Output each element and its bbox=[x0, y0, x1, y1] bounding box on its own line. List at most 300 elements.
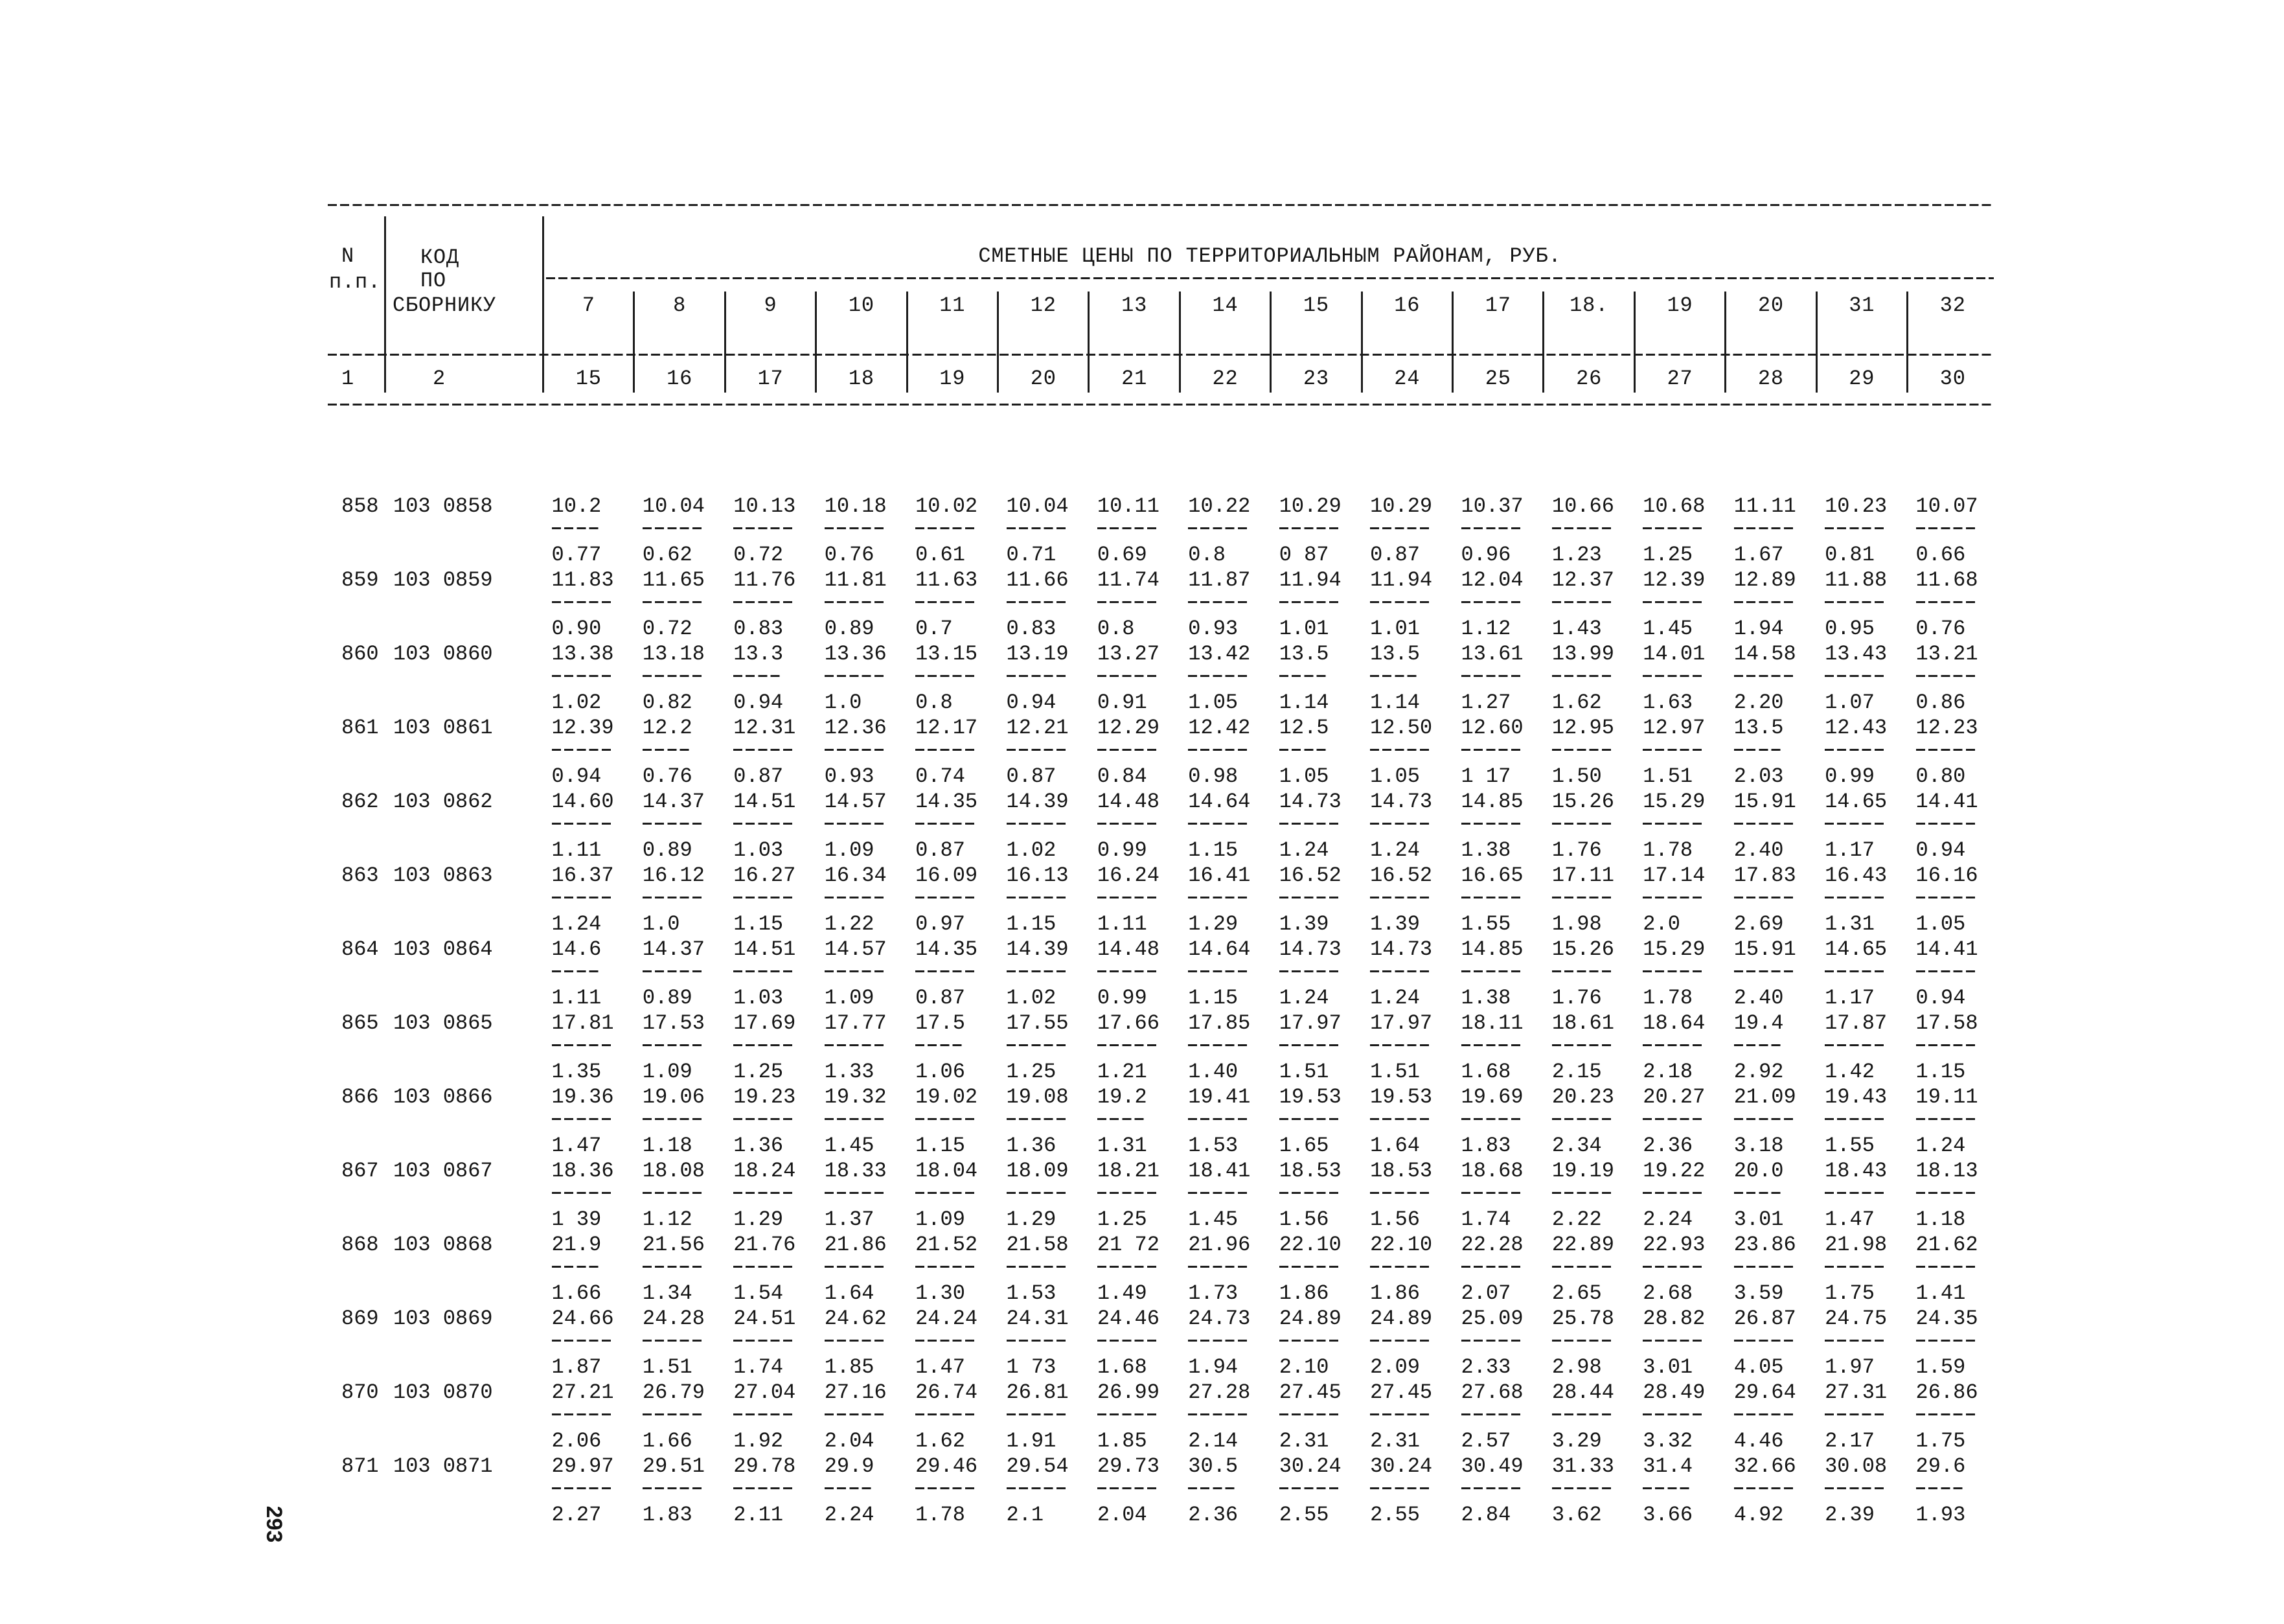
price-subvalue: 1.85 bbox=[824, 1355, 874, 1379]
price-cell bbox=[1007, 939, 1091, 1011]
price-value: 13.15 bbox=[915, 642, 978, 666]
price-cell bbox=[1643, 644, 1727, 715]
price-subvalue: 2.04 bbox=[824, 1429, 874, 1453]
price-value: 14.48 bbox=[1097, 790, 1159, 814]
price-value: 14.73 bbox=[1370, 937, 1433, 961]
price-value: 14.60 bbox=[551, 790, 614, 814]
price-cell bbox=[1007, 1013, 1091, 1084]
price-cell bbox=[733, 1309, 817, 1380]
price-cell bbox=[1188, 644, 1272, 715]
price-value: 13.21 bbox=[1915, 642, 1978, 666]
price-subvalue: 1.17 bbox=[1825, 986, 1875, 1010]
table-row bbox=[324, 1013, 2008, 1084]
price-cell bbox=[1279, 1161, 1364, 1232]
price-subvalue: 2.98 bbox=[1551, 1355, 1602, 1379]
price-value: 18.04 bbox=[915, 1159, 978, 1183]
price-subvalue: 1.54 bbox=[733, 1281, 784, 1305]
price-value: 19.23 bbox=[733, 1085, 796, 1109]
price-subvalue: 2.40 bbox=[1733, 838, 1784, 862]
price-cell bbox=[1552, 718, 1636, 789]
price-subvalue: 1.38 bbox=[1461, 838, 1511, 862]
price-cell bbox=[733, 792, 817, 863]
column-number: 16 bbox=[667, 367, 693, 391]
price-subvalue: 1.0 bbox=[642, 912, 680, 936]
np-column-number: 1 bbox=[341, 367, 355, 391]
price-value: 10.22 bbox=[1188, 494, 1251, 518]
price-subvalue: 1.29 bbox=[1188, 912, 1239, 936]
price-cell bbox=[1370, 792, 1454, 863]
header-rule-bottom bbox=[328, 404, 1994, 406]
prices-title: СМЕТНЫЕ ЦЕНЫ ПО ТЕРРИТОРИАЛЬНЫМ РАЙОНАМ, РУБ. bbox=[978, 244, 1562, 268]
row-number: 861 bbox=[341, 716, 379, 740]
price-subvalue: 1.07 bbox=[1825, 691, 1875, 715]
price-cell bbox=[1825, 496, 1909, 567]
price-cell bbox=[733, 644, 817, 715]
price-cell bbox=[1188, 1161, 1272, 1232]
price-subvalue: 2.92 bbox=[1733, 1060, 1784, 1084]
price-value: 12.39 bbox=[551, 716, 614, 740]
price-value: 21 72 bbox=[1097, 1233, 1159, 1257]
item-code: 103 0870 bbox=[393, 1380, 493, 1404]
price-cell bbox=[1188, 718, 1272, 789]
column-number: 26 bbox=[1576, 367, 1603, 391]
price-value: 14.39 bbox=[1006, 790, 1069, 814]
np-header-label: N bbox=[341, 244, 355, 268]
price-value: 27.21 bbox=[551, 1380, 614, 1404]
price-cell bbox=[1734, 792, 1818, 863]
price-cell bbox=[1097, 1087, 1182, 1158]
price-cell bbox=[1734, 496, 1818, 567]
price-cell bbox=[643, 1382, 727, 1454]
price-cell bbox=[825, 1087, 909, 1158]
price-value: 24.75 bbox=[1825, 1307, 1888, 1331]
price-subvalue: 0.98 bbox=[1188, 764, 1239, 788]
price-cell bbox=[1007, 644, 1091, 715]
price-cell bbox=[1007, 1382, 1091, 1454]
price-cell bbox=[825, 1013, 909, 1084]
price-value: 14.35 bbox=[915, 937, 978, 961]
price-value: 30.24 bbox=[1370, 1454, 1433, 1478]
price-cell bbox=[1097, 1013, 1182, 1084]
price-value: 18.24 bbox=[733, 1159, 796, 1183]
price-subvalue: 1.24 bbox=[1279, 986, 1329, 1010]
price-cell bbox=[1643, 1087, 1727, 1158]
price-cell bbox=[552, 1087, 636, 1158]
price-subvalue: 2.06 bbox=[551, 1429, 602, 1453]
row-number: 865 bbox=[341, 1011, 379, 1035]
price-value: 15.29 bbox=[1643, 937, 1706, 961]
column-number: 17 bbox=[757, 367, 784, 391]
price-cell bbox=[643, 1456, 727, 1527]
price-cell bbox=[1643, 1309, 1727, 1380]
price-cell bbox=[1825, 644, 1909, 715]
price-value: 19.53 bbox=[1279, 1085, 1342, 1109]
price-cell bbox=[1188, 496, 1272, 567]
price-subvalue: 1.87 bbox=[551, 1355, 602, 1379]
price-subvalue: 1.15 bbox=[1006, 912, 1056, 936]
price-subvalue: 1.83 bbox=[1461, 1134, 1511, 1158]
price-subvalue: 1.11 bbox=[551, 986, 602, 1010]
price-value: 17.87 bbox=[1825, 1011, 1888, 1035]
district-header: 19 bbox=[1667, 293, 1693, 317]
price-cell bbox=[552, 792, 636, 863]
price-cell bbox=[1734, 718, 1818, 789]
price-cell bbox=[1188, 865, 1272, 937]
price-value: 16.43 bbox=[1825, 863, 1888, 887]
price-cell bbox=[915, 570, 999, 641]
district-header: 7 bbox=[582, 293, 595, 317]
price-subvalue: 1.78 bbox=[915, 1503, 965, 1527]
price-subvalue: 1.83 bbox=[642, 1503, 692, 1527]
price-cell bbox=[1007, 865, 1091, 937]
price-value: 24.89 bbox=[1370, 1307, 1433, 1331]
price-subvalue: 1.53 bbox=[1006, 1281, 1056, 1305]
table-row bbox=[324, 644, 2008, 715]
price-cell bbox=[915, 792, 999, 863]
price-subvalue: 1.14 bbox=[1370, 691, 1420, 715]
price-cell bbox=[1643, 1235, 1727, 1306]
price-subvalue: 3.62 bbox=[1551, 1503, 1602, 1527]
price-subvalue: 2.07 bbox=[1461, 1281, 1511, 1305]
price-subvalue: 1.92 bbox=[733, 1429, 784, 1453]
price-value: 24.73 bbox=[1188, 1307, 1251, 1331]
item-code: 103 0860 bbox=[393, 642, 493, 666]
price-cell bbox=[1552, 1456, 1636, 1527]
code-header-label-line3: СБОРНИКУ bbox=[393, 293, 497, 317]
code-header-label-line2: ПО bbox=[420, 269, 447, 293]
price-cell bbox=[1825, 1456, 1909, 1527]
price-subvalue: 2.55 bbox=[1370, 1503, 1420, 1527]
price-cell bbox=[1097, 1456, 1182, 1527]
price-cell bbox=[825, 570, 909, 641]
price-value: 11.65 bbox=[642, 568, 705, 592]
price-subvalue: 1 17 bbox=[1461, 764, 1511, 788]
price-cell bbox=[643, 865, 727, 937]
price-cell bbox=[915, 865, 999, 937]
price-value: 21.62 bbox=[1915, 1233, 1978, 1257]
price-value: 26.86 bbox=[1915, 1380, 1978, 1404]
price-cell bbox=[1097, 1309, 1182, 1380]
row-number: 862 bbox=[341, 790, 379, 814]
price-cell bbox=[1097, 1161, 1182, 1232]
price-subvalue: 0.7 bbox=[915, 617, 953, 641]
price-value: 27.16 bbox=[824, 1380, 887, 1404]
price-subvalue: 2.04 bbox=[1097, 1503, 1147, 1527]
price-cell bbox=[1097, 1235, 1182, 1306]
price-cell bbox=[1734, 1013, 1818, 1084]
price-value: 14.41 bbox=[1915, 790, 1978, 814]
price-subvalue: 2.09 bbox=[1370, 1355, 1420, 1379]
price-value: 26.74 bbox=[915, 1380, 978, 1404]
header-rule-middle bbox=[328, 354, 1994, 356]
price-subvalue: 1.98 bbox=[1551, 912, 1602, 936]
price-cell bbox=[1734, 644, 1818, 715]
price-subvalue: 0.99 bbox=[1097, 986, 1147, 1010]
price-subvalue: 0.8 bbox=[1097, 617, 1135, 641]
price-subvalue: 3.01 bbox=[1643, 1355, 1693, 1379]
table-row bbox=[324, 496, 2008, 567]
price-subvalue: 1.68 bbox=[1461, 1060, 1511, 1084]
price-cell bbox=[915, 1235, 999, 1306]
price-subvalue: 1 39 bbox=[551, 1207, 602, 1231]
price-value: 29.97 bbox=[551, 1454, 614, 1478]
price-cell bbox=[1552, 1235, 1636, 1306]
price-value: 16.09 bbox=[915, 863, 978, 887]
price-cell bbox=[1188, 1013, 1272, 1084]
row-number: 871 bbox=[341, 1454, 379, 1478]
price-cell bbox=[552, 1235, 636, 1306]
price-subvalue: 1.94 bbox=[1188, 1355, 1239, 1379]
price-cell bbox=[552, 865, 636, 937]
price-value: 19.02 bbox=[915, 1085, 978, 1109]
price-subvalue: 0.83 bbox=[1006, 617, 1056, 641]
price-subvalue: 2.17 bbox=[1825, 1429, 1875, 1453]
price-cell bbox=[733, 1013, 817, 1084]
price-subvalue: 1.09 bbox=[915, 1207, 965, 1231]
price-value: 30.08 bbox=[1825, 1454, 1888, 1478]
price-value: 18.43 bbox=[1825, 1159, 1888, 1183]
price-cell bbox=[552, 1309, 636, 1380]
price-value: 18.41 bbox=[1188, 1159, 1251, 1183]
price-cell bbox=[1916, 644, 2000, 715]
price-subvalue: 1.86 bbox=[1370, 1281, 1420, 1305]
price-cell bbox=[1097, 1382, 1182, 1454]
district-header: 15 bbox=[1303, 293, 1329, 317]
price-cell bbox=[552, 1456, 636, 1527]
price-value: 18.21 bbox=[1097, 1159, 1159, 1183]
item-code: 103 0858 bbox=[393, 494, 493, 518]
price-value: 12.23 bbox=[1915, 716, 1978, 740]
item-code: 103 0866 bbox=[393, 1085, 493, 1109]
price-value: 13.18 bbox=[642, 642, 705, 666]
price-subvalue: 0.82 bbox=[642, 691, 692, 715]
price-subvalue: 1.24 bbox=[1915, 1134, 1966, 1158]
price-subvalue: 1.05 bbox=[1279, 764, 1329, 788]
price-cell bbox=[1825, 1087, 1909, 1158]
price-value: 14.65 bbox=[1825, 790, 1888, 814]
price-cell bbox=[915, 1456, 999, 1527]
price-subvalue: 0.94 bbox=[551, 764, 602, 788]
price-value: 14.01 bbox=[1643, 642, 1706, 666]
price-subvalue: 1.15 bbox=[1188, 838, 1239, 862]
price-subvalue: 1.47 bbox=[551, 1134, 602, 1158]
price-cell bbox=[915, 718, 999, 789]
price-cell bbox=[1279, 865, 1364, 937]
price-subvalue: 2.03 bbox=[1733, 764, 1784, 788]
price-value: 30.49 bbox=[1461, 1454, 1524, 1478]
price-value: 14.57 bbox=[824, 790, 887, 814]
price-cell bbox=[1734, 1309, 1818, 1380]
price-value: 10.07 bbox=[1915, 494, 1978, 518]
price-value: 11.11 bbox=[1733, 494, 1796, 518]
price-value: 12.97 bbox=[1643, 716, 1706, 740]
price-value: 13.5 bbox=[1370, 642, 1420, 666]
price-value: 28.82 bbox=[1643, 1307, 1706, 1331]
price-cell bbox=[1825, 570, 1909, 641]
price-subvalue: 2.24 bbox=[1643, 1207, 1693, 1231]
price-subvalue: 0.80 bbox=[1915, 764, 1966, 788]
price-subvalue: 3.18 bbox=[1733, 1134, 1784, 1158]
price-value: 14.41 bbox=[1915, 937, 1978, 961]
price-value: 29.78 bbox=[733, 1454, 796, 1478]
price-cell bbox=[1188, 1382, 1272, 1454]
price-subvalue: 0.91 bbox=[1097, 691, 1147, 715]
price-value: 17.97 bbox=[1370, 1011, 1433, 1035]
table-row bbox=[324, 1235, 2008, 1306]
price-subvalue: 0 87 bbox=[1279, 543, 1329, 567]
price-subvalue: 3.32 bbox=[1643, 1429, 1693, 1453]
column-number: 18 bbox=[848, 367, 874, 391]
price-cell bbox=[1552, 570, 1636, 641]
column-number: 21 bbox=[1121, 367, 1148, 391]
price-cell bbox=[552, 570, 636, 641]
column-number: 20 bbox=[1030, 367, 1056, 391]
column-number: 28 bbox=[1757, 367, 1784, 391]
price-subvalue: 1.47 bbox=[915, 1355, 965, 1379]
price-cell bbox=[1370, 1161, 1454, 1232]
price-value: 19.43 bbox=[1825, 1085, 1888, 1109]
price-cell bbox=[1734, 1235, 1818, 1306]
price-cell bbox=[1188, 1235, 1272, 1306]
price-subvalue: 1.24 bbox=[551, 912, 602, 936]
district-header: 13 bbox=[1121, 293, 1148, 317]
price-subvalue: 1.25 bbox=[733, 1060, 784, 1084]
price-value: 21.86 bbox=[824, 1233, 887, 1257]
price-value: 17.97 bbox=[1279, 1011, 1342, 1035]
price-cell bbox=[1552, 939, 1636, 1011]
price-cell bbox=[915, 644, 999, 715]
price-cell bbox=[915, 1087, 999, 1158]
price-cell bbox=[1370, 939, 1454, 1011]
price-cell bbox=[1007, 496, 1091, 567]
np-header-sublabel: п.п. bbox=[329, 270, 382, 294]
price-cell bbox=[825, 1382, 909, 1454]
price-cell bbox=[1643, 1161, 1727, 1232]
price-cell bbox=[1461, 496, 1546, 567]
price-subvalue: 1.51 bbox=[642, 1355, 692, 1379]
price-subvalue: 1.15 bbox=[915, 1134, 965, 1158]
price-subvalue: 1.29 bbox=[733, 1207, 784, 1231]
price-value: 11.87 bbox=[1188, 568, 1251, 592]
price-cell bbox=[825, 1161, 909, 1232]
price-value: 13.5 bbox=[1279, 642, 1329, 666]
price-cell bbox=[733, 496, 817, 567]
row-number: 864 bbox=[341, 937, 379, 961]
price-subvalue: 1.91 bbox=[1006, 1429, 1056, 1453]
price-subvalue: 0.94 bbox=[1006, 691, 1056, 715]
price-value: 22.28 bbox=[1461, 1233, 1524, 1257]
price-subvalue: 4.92 bbox=[1733, 1503, 1784, 1527]
table-row bbox=[324, 1087, 2008, 1158]
price-value: 18.53 bbox=[1370, 1159, 1433, 1183]
price-cell bbox=[1370, 496, 1454, 567]
price-cell bbox=[1552, 1087, 1636, 1158]
price-cell bbox=[643, 939, 727, 1011]
price-value: 13.99 bbox=[1551, 642, 1614, 666]
price-cell bbox=[1370, 718, 1454, 789]
price-subvalue: 1.36 bbox=[733, 1134, 784, 1158]
price-subvalue: 0.96 bbox=[1461, 543, 1511, 567]
table-row bbox=[324, 1161, 2008, 1232]
price-value: 19.22 bbox=[1643, 1159, 1706, 1183]
price-cell bbox=[1916, 1013, 2000, 1084]
price-cell bbox=[1370, 1235, 1454, 1306]
price-subvalue: 1.42 bbox=[1825, 1060, 1875, 1084]
price-subvalue: 1.55 bbox=[1825, 1134, 1875, 1158]
price-subvalue: 1.76 bbox=[1551, 986, 1602, 1010]
price-value: 26.99 bbox=[1097, 1380, 1159, 1404]
price-cell bbox=[1279, 496, 1364, 567]
price-value: 19.06 bbox=[642, 1085, 705, 1109]
item-code: 103 0861 bbox=[393, 716, 493, 740]
item-code: 103 0864 bbox=[393, 937, 493, 961]
price-cell bbox=[1370, 1456, 1454, 1527]
price-subvalue: 2.27 bbox=[551, 1503, 602, 1527]
price-subvalue: 2.40 bbox=[1733, 986, 1784, 1010]
price-value: 17.69 bbox=[733, 1011, 796, 1035]
price-subvalue: 1.85 bbox=[1097, 1429, 1147, 1453]
price-subvalue: 2.34 bbox=[1551, 1134, 1602, 1158]
price-subvalue: 1.09 bbox=[824, 986, 874, 1010]
price-subvalue: 3.01 bbox=[1733, 1207, 1784, 1231]
price-cell bbox=[1552, 644, 1636, 715]
price-value: 17.55 bbox=[1006, 1011, 1069, 1035]
price-subvalue: 1.67 bbox=[1733, 543, 1784, 567]
price-value: 14.39 bbox=[1006, 937, 1069, 961]
price-value: 26.87 bbox=[1733, 1307, 1796, 1331]
price-subvalue: 1.15 bbox=[1188, 986, 1239, 1010]
district-header: 10 bbox=[848, 293, 874, 317]
price-cell bbox=[1188, 570, 1272, 641]
price-subvalue: 1.36 bbox=[1006, 1134, 1056, 1158]
price-value: 13.61 bbox=[1461, 642, 1524, 666]
price-value: 28.49 bbox=[1643, 1380, 1706, 1404]
price-value: 12.37 bbox=[1551, 568, 1614, 592]
price-cell bbox=[825, 496, 909, 567]
price-value: 12.29 bbox=[1097, 716, 1159, 740]
price-value: 10.23 bbox=[1825, 494, 1888, 518]
price-cell bbox=[733, 1235, 817, 1306]
price-cell bbox=[1825, 1161, 1909, 1232]
price-value: 12.5 bbox=[1279, 716, 1329, 740]
price-cell bbox=[1825, 792, 1909, 863]
district-header: 20 bbox=[1757, 293, 1784, 317]
price-subvalue: 1.41 bbox=[1915, 1281, 1966, 1305]
district-header: 18. bbox=[1570, 293, 1609, 317]
price-value: 27.28 bbox=[1188, 1380, 1251, 1404]
price-value: 16.52 bbox=[1370, 863, 1433, 887]
price-cell bbox=[1097, 939, 1182, 1011]
price-cell bbox=[733, 570, 817, 641]
price-subvalue: 1.02 bbox=[1006, 838, 1056, 862]
price-cell bbox=[643, 1235, 727, 1306]
price-subvalue: 1.09 bbox=[824, 838, 874, 862]
price-subvalue: 1.62 bbox=[915, 1429, 965, 1453]
price-subvalue: 1.03 bbox=[733, 986, 784, 1010]
price-subvalue: 0.74 bbox=[915, 764, 965, 788]
price-subvalue: 0.8 bbox=[1188, 543, 1226, 567]
price-subvalue: 2.22 bbox=[1551, 1207, 1602, 1231]
price-subvalue: 1.29 bbox=[1006, 1207, 1056, 1231]
price-value: 22.10 bbox=[1279, 1233, 1342, 1257]
price-cell bbox=[825, 1456, 909, 1527]
price-subvalue: 0.62 bbox=[642, 543, 692, 567]
price-subvalue: 0.69 bbox=[1097, 543, 1147, 567]
price-value: 17.83 bbox=[1733, 863, 1796, 887]
price-subvalue: 0.86 bbox=[1915, 691, 1966, 715]
price-cell bbox=[1188, 1456, 1272, 1527]
row-number: 870 bbox=[341, 1380, 379, 1404]
